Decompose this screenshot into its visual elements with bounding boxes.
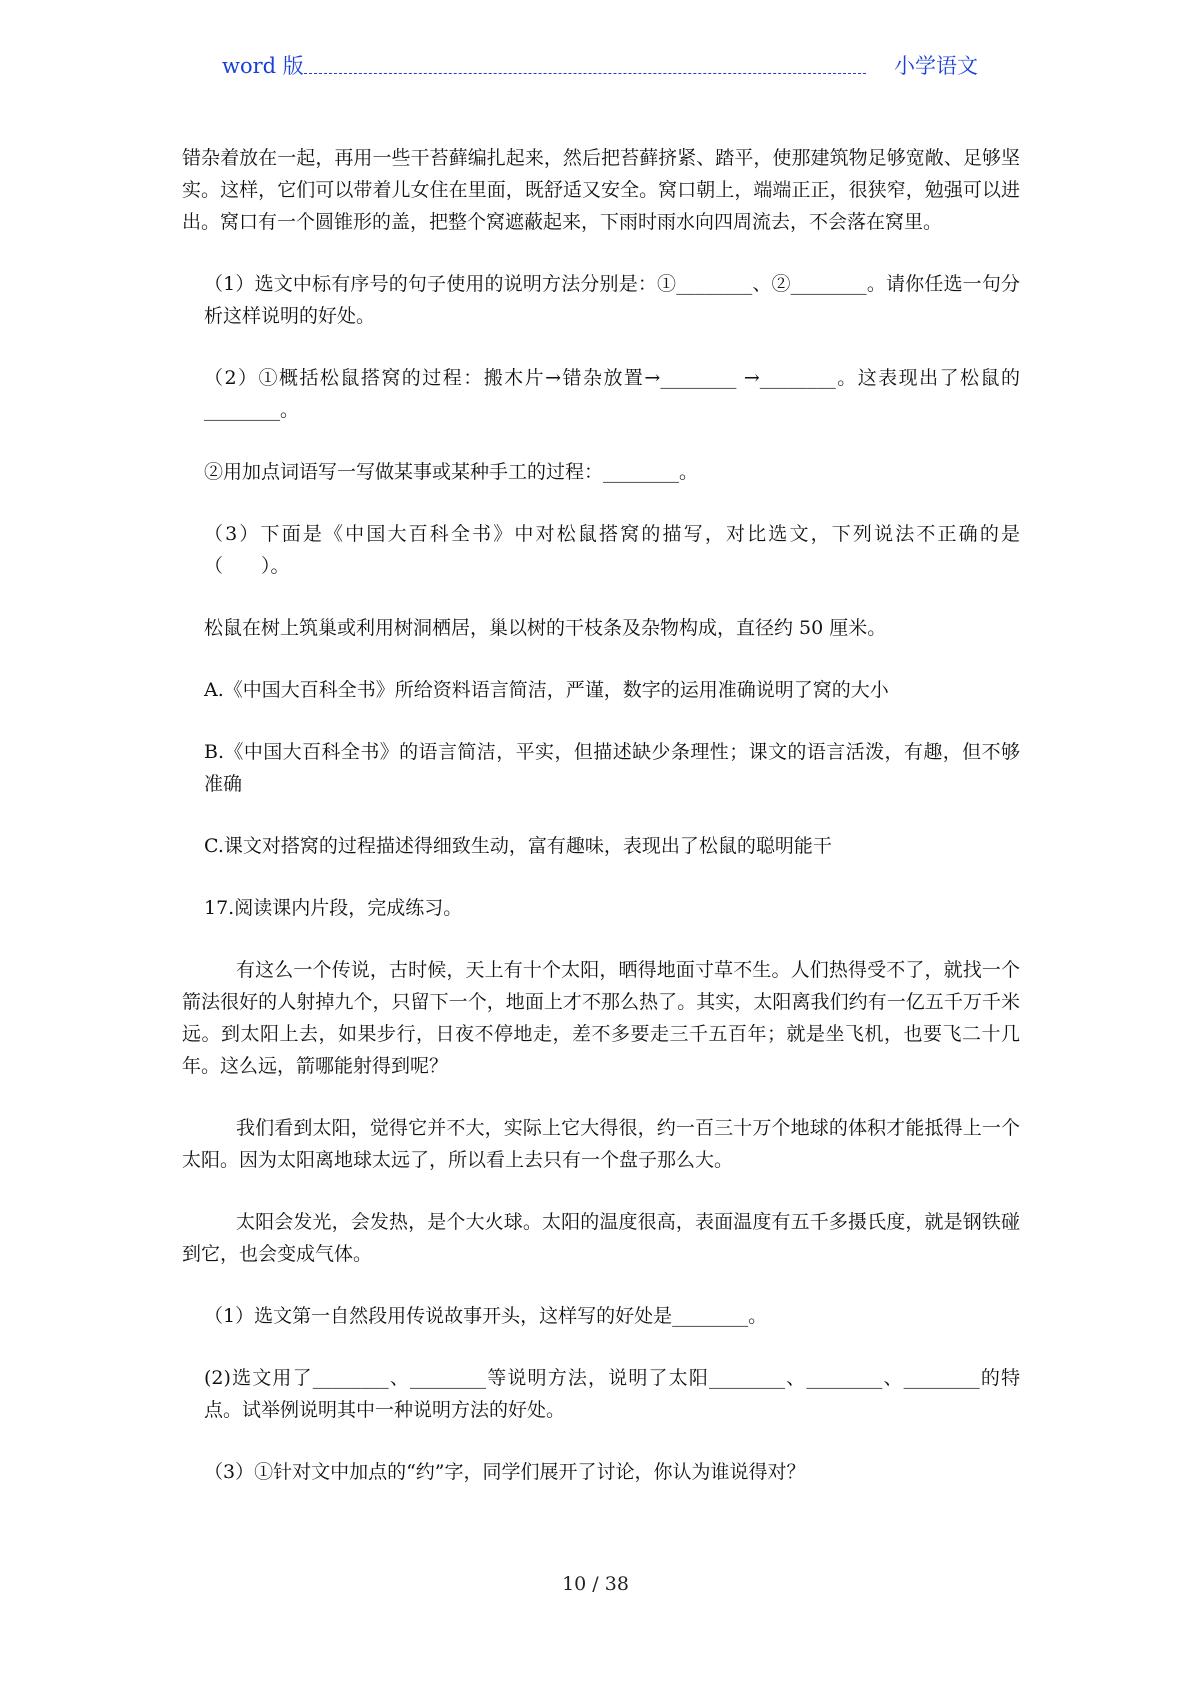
page-header [222, 46, 978, 80]
exercise-17-heading: 17.阅读课内片段，完成练习。 [204, 897, 463, 919]
question-3: （3）①针对文中加点的“约”字，同学们展开了讨论，你认为谁说得对？ [204, 1461, 806, 1483]
question-2: (2)选文用了________、________等说明方法，说明了太阳________、________、________的特点。试举例说明其中一种说明方法的好处。 [204, 1367, 1020, 1421]
option-c: C.课文对搭窝的过程描述得细致生动，富有趣味，表现出了松鼠的聪明能干 [204, 835, 832, 857]
passage-paragraph: 太阳会发光，会发热，是个大火球。太阳的温度很高，表面温度有五千多摄氏度，就是钢铁碰到它，也会变成气体。 [182, 1211, 1020, 1265]
question-3: （3）下面是《中国大百科全书》中对松鼠搭窝的描写，对比选文，下列说法不正确的是（ ）。 [204, 523, 1020, 577]
option-a: A.《中国大百科全书》所给资料语言简洁，严谨，数字的运用准确说明了窝的大小 [204, 679, 889, 701]
header-left-label: word 版 [222, 54, 304, 78]
header-dashed-rule [304, 73, 866, 74]
passage-paragraph: 我们看到太阳，觉得它并不大，实际上它大得很，约一百三十万个地球的体积才能抵得上一个太阳。因为太阳离地球太远了，所以看上去只有一个盘子那么大。 [182, 1117, 1020, 1171]
question-2-part-2: ②用加点词语写一写做某事或某种手工的过程：________。 [204, 461, 699, 483]
passage-paragraph: 有这么一个传说，古时候，天上有十个太阳，晒得地面寸草不生。人们热得受不了，就找一个箭法很好的人射掉九个，只留下一个，地面上才不那么热了。其实，太阳离我们约有一亿五千万千米远。到太阳上去，如果步行，日夜不停地走，差不多要走三千五百年；就是坐飞机，也要飞二十几年。这么远，箭哪能射得到呢？ [182, 959, 1020, 1077]
question-1: （1）选文第一自然段用传说故事开头，这样写的好处是________。 [204, 1305, 768, 1327]
option-b: B.《中国大百科全书》的语言简洁，平实，但描述缺少条理性；课文的语言活泼，有趣，但不够准确 [204, 741, 1020, 795]
question-1: （1）选文中标有序号的句子使用的说明方法分别是：①________、②________。请你任选一句分析这样说明的好处。 [204, 273, 1020, 327]
quoted-excerpt: 松鼠在树上筑巢或利用树洞栖居，巢以树的干枝条及杂物构成，直径约 50 厘米。 [204, 617, 887, 639]
page-number: 10 / 38 [562, 1573, 629, 1595]
document-body [182, 142, 1020, 1488]
passage-paragraph: 错杂着放在一起，再用一些干苔藓编扎起来，然后把苔藓挤紧、踏平，使那建筑物足够宽敞、足够坚实。这样，它们可以带着儿女住在里面，既舒适又安全。窝口朝上，端端正正，很狭窄，勉强可以进出。窝口有一个圆锥形的盖，把整个窝遮蔽起来，下雨时雨水向四周流去，不会落在窝里。 [182, 147, 1020, 233]
question-2: （2）①概括松鼠搭窝的过程：搬木片→错杂放置→________ →________。这表现出了松鼠的________。 [204, 367, 1020, 421]
header-right-label: 小学语文 [894, 54, 978, 78]
